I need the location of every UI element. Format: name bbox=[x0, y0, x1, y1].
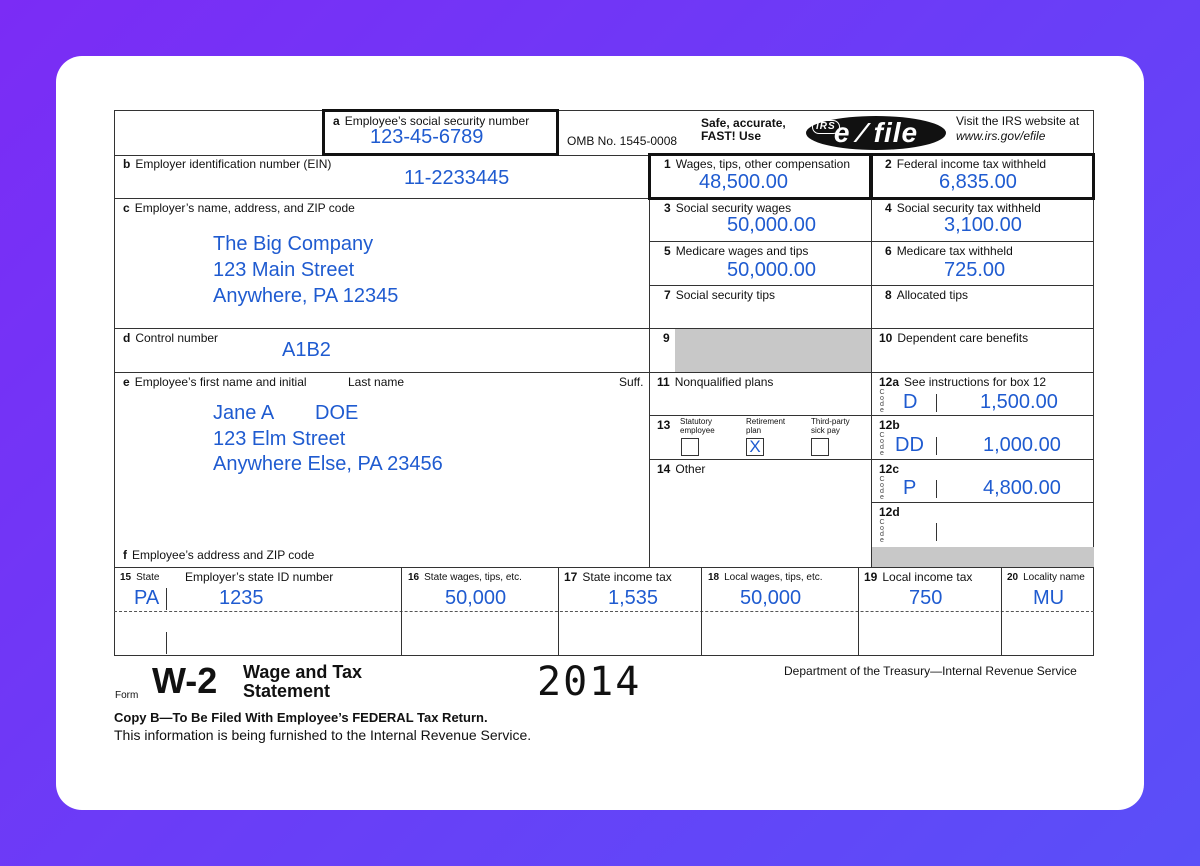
box-5-label: 5 Medicare wages and tips bbox=[664, 244, 809, 258]
safe-text-1: Safe, accurate, bbox=[701, 116, 786, 130]
box-12a-label: 12a See instructions for box 12 bbox=[879, 375, 1047, 389]
box-10-label: 10 Dependent care benefits bbox=[879, 331, 1029, 345]
box-5-medicare-wages[interactable]: 50,000.00 bbox=[727, 259, 816, 281]
column-divider bbox=[649, 155, 650, 567]
employee-address-label: f Employee’s address and ZIP code bbox=[123, 548, 315, 562]
visit-text: Visit the IRS website at bbox=[956, 114, 1080, 128]
row-divider bbox=[114, 328, 1094, 329]
box-20-label: 20 Locality name bbox=[1007, 572, 1085, 583]
furnished-text: This information is being furnished to the Internal Revenue Service. bbox=[114, 727, 532, 743]
retirement-plan-checkbox[interactable]: X bbox=[746, 438, 764, 456]
employee-city[interactable]: Anywhere Else, PA 23456 bbox=[213, 453, 443, 475]
state-code[interactable]: PA bbox=[134, 587, 160, 609]
box-19-label: 19 Local income tax bbox=[864, 570, 973, 584]
row-divider bbox=[649, 415, 871, 416]
column-divider bbox=[871, 155, 872, 567]
omb-number: OMB No. 1545-0008 bbox=[567, 134, 678, 148]
box-17-state-tax[interactable]: 1,535 bbox=[608, 587, 659, 609]
box-13-label: 13 bbox=[657, 418, 671, 432]
code-label: C o d e bbox=[879, 389, 885, 414]
employer-name-label: c Employer’s name, address, and ZIP code bbox=[123, 201, 355, 215]
ein-value[interactable]: 11-2233445 bbox=[404, 167, 510, 189]
box-4-label: 4 Social security tax withheld bbox=[885, 201, 1041, 215]
column-divider bbox=[701, 567, 702, 656]
row-divider bbox=[871, 502, 1094, 503]
retirement-plan-label: Retirement plan bbox=[746, 417, 786, 435]
box-9-shaded bbox=[675, 329, 871, 372]
box-19-local-tax[interactable]: 750 bbox=[909, 587, 943, 609]
box-1-wages[interactable]: 48,500.00 bbox=[699, 171, 788, 193]
box-3-label: 3 Social security wages bbox=[664, 201, 792, 215]
box-12c-label: 12c bbox=[879, 462, 900, 476]
state-id[interactable]: 1235 bbox=[219, 587, 264, 609]
box-18-local-wages[interactable]: 50,000 bbox=[740, 587, 802, 609]
form-code: W-2 bbox=[152, 660, 218, 701]
last-name-label: Last name bbox=[348, 375, 405, 389]
third-party-sick-pay-checkbox[interactable] bbox=[811, 438, 829, 456]
row-divider bbox=[649, 459, 871, 460]
box-6-medicare-tax[interactable]: 725.00 bbox=[944, 259, 1006, 281]
box-12b-code[interactable]: DD bbox=[895, 434, 924, 456]
box-12a-code[interactable]: D bbox=[903, 391, 918, 413]
box-12d-shaded bbox=[872, 547, 1094, 567]
box-12c-amount[interactable]: 4,800.00 bbox=[983, 477, 1061, 499]
employee-street[interactable]: 123 Elm Street bbox=[213, 428, 346, 450]
row-divider bbox=[871, 415, 1094, 416]
box-7-label: 7 Social security tips bbox=[664, 288, 776, 302]
box-12d-label: 12d bbox=[879, 505, 900, 519]
code-separator bbox=[936, 523, 937, 541]
code-separator bbox=[936, 437, 937, 455]
row-divider bbox=[871, 459, 1094, 460]
employee-name-label: e Employee’s first name and initial bbox=[123, 375, 307, 389]
box-8-label: 8 Allocated tips bbox=[885, 288, 969, 302]
box-12b-label: 12b bbox=[879, 418, 900, 432]
ein-label: b Employer identification number (EIN) bbox=[123, 157, 332, 171]
irs-url[interactable]: www.irs.gov/efile bbox=[956, 129, 1046, 143]
ssn-label: a Employee’s social security number bbox=[333, 114, 530, 128]
employee-last-name[interactable]: DOE bbox=[315, 402, 359, 424]
column-divider bbox=[1001, 567, 1002, 656]
form-word: Form bbox=[115, 690, 139, 701]
box-15-label: 15 State bbox=[120, 572, 160, 583]
box-6-label: 6 Medicare tax withheld bbox=[885, 244, 1013, 258]
state-separator bbox=[166, 588, 167, 610]
third-party-sick-pay-label: Third-party sick pay bbox=[811, 417, 850, 435]
box-17-label: 17 State income tax bbox=[564, 570, 672, 584]
box-18-label: 18 Local wages, tips, etc. bbox=[708, 572, 823, 583]
ssn-value[interactable]: 123-45-6789 bbox=[370, 126, 484, 148]
form-title-1: Wage and Tax bbox=[243, 662, 363, 682]
box-9-label: 9 bbox=[663, 331, 670, 345]
box-2-federal-tax[interactable]: 6,835.00 bbox=[939, 171, 1017, 193]
box-16-state-wages[interactable]: 50,000 bbox=[445, 587, 507, 609]
control-number[interactable]: A1B2 bbox=[282, 339, 331, 361]
copy-b-text: Copy B—To Be Filed With Employee’s FEDERAL Tax Return. bbox=[114, 710, 488, 725]
box-11-label: 11 Nonqualified plans bbox=[657, 375, 774, 389]
suffix-label: Suff. bbox=[619, 375, 644, 389]
irs-efile-logo: IRS e ⁄ file bbox=[806, 116, 946, 150]
form-title-2: Statement bbox=[243, 681, 331, 701]
box-14-label: 14 Other bbox=[657, 462, 706, 476]
state-separator bbox=[166, 632, 167, 654]
box-2-label: 2 Federal income tax withheld bbox=[885, 157, 1047, 171]
tax-year: 2014 bbox=[537, 659, 642, 705]
code-label: C o d e bbox=[879, 519, 885, 544]
row-divider bbox=[114, 567, 1094, 568]
employer-name[interactable]: The Big Company bbox=[213, 233, 374, 255]
employer-city[interactable]: Anywhere, PA 12345 bbox=[213, 285, 399, 307]
column-divider bbox=[558, 567, 559, 656]
department-text: Department of the Treasury—Internal Revenue Service bbox=[784, 664, 1077, 678]
box-12a-amount[interactable]: 1,500.00 bbox=[980, 391, 1058, 413]
code-separator bbox=[936, 394, 937, 412]
safe-text-2: FAST! Use bbox=[701, 129, 762, 143]
statutory-employee-checkbox[interactable] bbox=[681, 438, 699, 456]
column-divider bbox=[858, 567, 859, 656]
state-id-label: Employer’s state ID number bbox=[185, 570, 334, 584]
column-divider bbox=[401, 567, 402, 656]
box-4-ss-tax[interactable]: 3,100.00 bbox=[944, 214, 1022, 236]
employer-street[interactable]: 123 Main Street bbox=[213, 259, 355, 281]
row-divider bbox=[114, 372, 1094, 373]
box-1-label: 1 Wages, tips, other compensation bbox=[664, 157, 850, 171]
employee-first-name[interactable]: Jane A bbox=[213, 402, 275, 424]
box-16-label: 16 State wages, tips, etc. bbox=[408, 572, 522, 583]
box-3-ss-wages[interactable]: 50,000.00 bbox=[727, 214, 816, 236]
code-label: C o d e bbox=[879, 476, 885, 501]
code-separator bbox=[936, 480, 937, 498]
box-12c-code[interactable]: P bbox=[903, 477, 917, 499]
code-label: C o d e bbox=[879, 432, 885, 457]
box-12b-amount[interactable]: 1,000.00 bbox=[983, 434, 1061, 456]
box-20-locality[interactable]: MU bbox=[1033, 587, 1065, 609]
dashed-divider bbox=[114, 611, 1094, 612]
control-number-label: d Control number bbox=[123, 331, 219, 345]
statutory-employee-label: Statutory employee bbox=[680, 417, 715, 435]
